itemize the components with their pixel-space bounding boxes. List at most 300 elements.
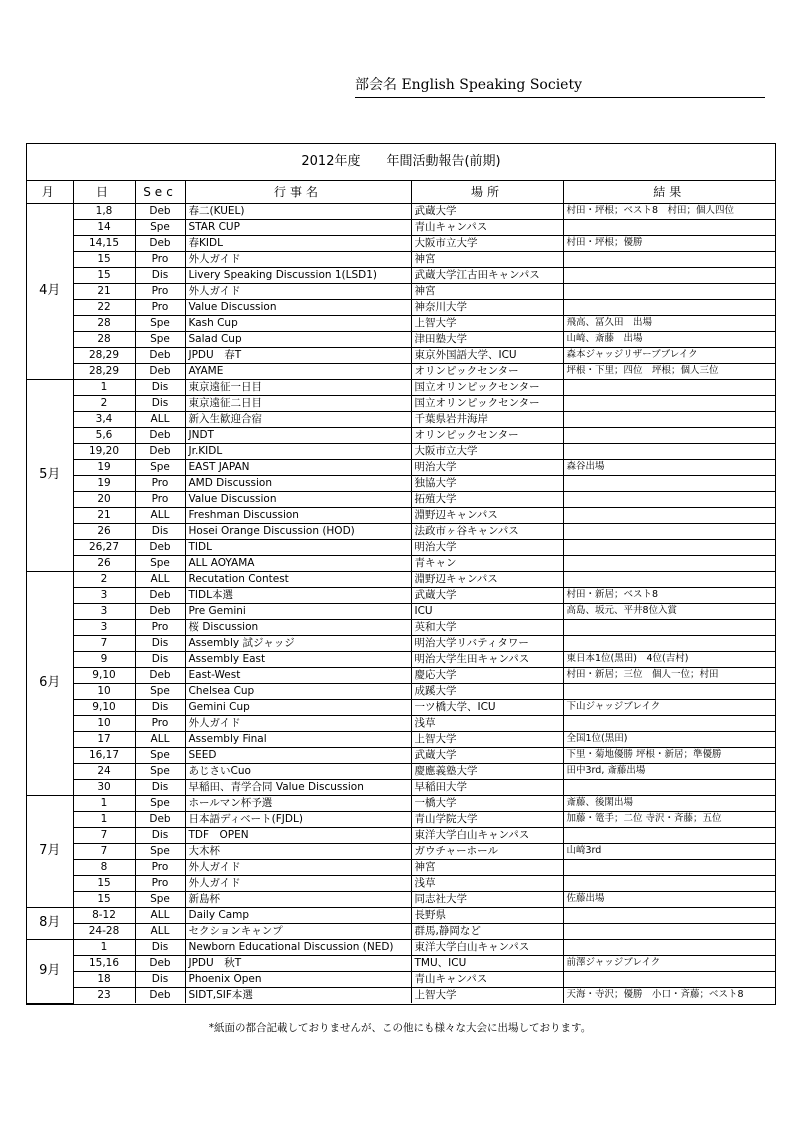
date-cell: 15 xyxy=(73,891,135,907)
event-cell: 春KIDL xyxy=(185,235,411,251)
event-cell: Gemini Cup xyxy=(185,699,411,715)
date-cell: 3 xyxy=(73,587,135,603)
event-cell: Assembly 試ジャッジ xyxy=(185,635,411,651)
date-cell: 24-28 xyxy=(73,923,135,939)
table-row xyxy=(27,523,775,539)
event-cell: 日本語ディベート(FJDL) xyxy=(185,811,411,827)
date-cell: 26,27 xyxy=(73,539,135,555)
event-cell: 大木杯 xyxy=(185,843,411,859)
result-cell xyxy=(563,635,775,651)
event-cell: Newborn Educational Discussion (NED) xyxy=(185,939,411,955)
sec-cell: Dis xyxy=(135,523,185,539)
result-cell xyxy=(563,507,775,523)
date-cell: 10 xyxy=(73,683,135,699)
date-cell: 10 xyxy=(73,715,135,731)
result-cell: 村田・新居；ベスト8 xyxy=(563,587,775,603)
place-cell: 上智大学 xyxy=(411,315,563,331)
result-cell xyxy=(563,427,775,443)
result-cell xyxy=(563,779,775,795)
result-cell: 村田・新居；三位 個人一位；村田 xyxy=(563,667,775,683)
event-cell: Assembly East xyxy=(185,651,411,667)
result-cell xyxy=(563,379,775,395)
date-cell: 7 xyxy=(73,827,135,843)
event-cell: Value Discussion xyxy=(185,299,411,315)
place-cell: 国立オリンピックセンター xyxy=(411,379,563,395)
date-cell: 19 xyxy=(73,475,135,491)
result-cell xyxy=(563,923,775,939)
result-cell xyxy=(563,395,775,411)
place-cell: 明治大学リバティタワー xyxy=(411,635,563,651)
table-row xyxy=(27,267,775,283)
result-cell xyxy=(563,299,775,315)
event-cell: JPDU 春T xyxy=(185,347,411,363)
date-cell: 28,29 xyxy=(73,347,135,363)
date-cell: 9 xyxy=(73,651,135,667)
date-cell: 2 xyxy=(73,571,135,587)
event-cell: 春二(KUEL) xyxy=(185,203,411,219)
place-cell: 一橋大学 xyxy=(411,795,563,811)
place-cell: 淵野辺キャンパス xyxy=(411,507,563,523)
result-cell xyxy=(563,827,775,843)
place-cell: 淵野辺キャンパス xyxy=(411,571,563,587)
sec-cell: Spe xyxy=(135,331,185,347)
place-cell: 群馬,静岡など xyxy=(411,923,563,939)
table-row xyxy=(27,251,775,267)
month-group xyxy=(27,907,775,939)
result-cell: 山崎、斎藤 出場 xyxy=(563,331,775,347)
sec-cell: Pro xyxy=(135,299,185,315)
result-cell: 田中3rd, 斎藤出場 xyxy=(563,763,775,779)
event-cell: Salad Cup xyxy=(185,331,411,347)
place-cell: 津田塾大学 xyxy=(411,331,563,347)
table-row xyxy=(27,411,775,427)
result-cell xyxy=(563,219,775,235)
result-cell xyxy=(563,683,775,699)
place-cell: 千葉県岩井海岸 xyxy=(411,411,563,427)
event-cell: Daily Camp xyxy=(185,907,411,923)
place-cell: 明治大学 xyxy=(411,459,563,475)
date-cell: 14,15 xyxy=(73,235,135,251)
date-cell: 30 xyxy=(73,779,135,795)
table-row xyxy=(27,811,775,827)
date-cell: 3 xyxy=(73,603,135,619)
date-cell: 20 xyxy=(73,491,135,507)
date-cell: 28 xyxy=(73,315,135,331)
sec-cell: Spe xyxy=(135,683,185,699)
place-cell: 英和大学 xyxy=(411,619,563,635)
month-label: 9月 xyxy=(27,939,73,1003)
result-cell: 坪根・下里；四位 坪根；個人三位 xyxy=(563,363,775,379)
sec-cell: Spe xyxy=(135,219,185,235)
date-cell: 1 xyxy=(73,379,135,395)
result-cell xyxy=(563,267,775,283)
sec-cell: Pro xyxy=(135,491,185,507)
date-cell: 3,4 xyxy=(73,411,135,427)
table-row xyxy=(27,939,775,955)
place-cell: 武蔵大学江古田キャンパス xyxy=(411,267,563,283)
event-cell: 外人ガイド xyxy=(185,875,411,891)
table-row xyxy=(27,875,775,891)
table-row xyxy=(27,395,775,411)
event-cell: Hosei Orange Discussion (HOD) xyxy=(185,523,411,539)
date-cell: 9,10 xyxy=(73,667,135,683)
event-cell: Livery Speaking Discussion 1(LSD1) xyxy=(185,267,411,283)
sec-cell: ALL xyxy=(135,907,185,923)
table-row xyxy=(27,651,775,667)
place-cell: 神奈川大学 xyxy=(411,299,563,315)
sec-cell: Spe xyxy=(135,555,185,571)
result-cell: 飛高、冨久田 出場 xyxy=(563,315,775,331)
sec-cell: Spe xyxy=(135,891,185,907)
place-cell: 大阪市立大学 xyxy=(411,235,563,251)
place-cell: TMU、ICU xyxy=(411,955,563,971)
event-cell: Freshman Discussion xyxy=(185,507,411,523)
event-cell: Kash Cup xyxy=(185,315,411,331)
sec-cell: Dis xyxy=(135,267,185,283)
table-row xyxy=(27,379,775,395)
table-row xyxy=(27,619,775,635)
event-cell: EAST JAPAN xyxy=(185,459,411,475)
event-cell: 外人ガイド xyxy=(185,859,411,875)
sec-cell: Pro xyxy=(135,859,185,875)
sec-cell: Dis xyxy=(135,939,185,955)
place-cell: 法政市ヶ谷キャンパス xyxy=(411,523,563,539)
result-cell xyxy=(563,571,775,587)
result-cell: 森本ジャッジリザーブブレイク xyxy=(563,347,775,363)
sec-cell: Deb xyxy=(135,667,185,683)
event-cell: AYAME xyxy=(185,363,411,379)
sec-cell: Dis xyxy=(135,379,185,395)
event-cell: 外人ガイド xyxy=(185,715,411,731)
table-row xyxy=(27,235,775,251)
event-cell: ALL AOYAMA xyxy=(185,555,411,571)
date-cell: 2 xyxy=(73,395,135,411)
place-cell: 武蔵大学 xyxy=(411,203,563,219)
date-cell: 7 xyxy=(73,843,135,859)
date-cell: 21 xyxy=(73,507,135,523)
table-row xyxy=(27,827,775,843)
table-row xyxy=(27,363,775,379)
result-cell xyxy=(563,251,775,267)
event-cell: セクションキャンプ xyxy=(185,923,411,939)
month-label: 6月 xyxy=(27,571,73,795)
event-cell: Phoenix Open xyxy=(185,971,411,987)
date-cell: 23 xyxy=(73,987,135,1003)
sec-cell: Dis xyxy=(135,779,185,795)
place-cell: 武蔵大学 xyxy=(411,747,563,763)
sec-cell: Deb xyxy=(135,443,185,459)
result-cell: 斎藤、後閑出場 xyxy=(563,795,775,811)
table-row xyxy=(27,891,775,907)
event-cell: SIDT,SIF本選 xyxy=(185,987,411,1003)
table-row xyxy=(27,955,775,971)
result-cell: 下里・菊地優勝 坪根・新居；準優勝 xyxy=(563,747,775,763)
result-cell xyxy=(563,859,775,875)
place-cell: ガウチャーホール xyxy=(411,843,563,859)
table-row xyxy=(27,299,775,315)
place-cell: 長野県 xyxy=(411,907,563,923)
table-row xyxy=(27,667,775,683)
table-row xyxy=(27,715,775,731)
sec-cell: Deb xyxy=(135,363,185,379)
month-group xyxy=(27,379,775,571)
table-row xyxy=(27,763,775,779)
result-cell: 高島、坂元、平井8位入賞 xyxy=(563,603,775,619)
result-cell: 村田・坪根；優勝 xyxy=(563,235,775,251)
place-cell: 青山キャンパス xyxy=(411,219,563,235)
result-cell: 山崎3rd xyxy=(563,843,775,859)
place-cell: 浅草 xyxy=(411,875,563,891)
place-cell: 一ツ橋大学、ICU xyxy=(411,699,563,715)
column-header-event: 行事名 xyxy=(185,181,411,203)
date-cell: 8 xyxy=(73,859,135,875)
column-header-place: 場所 xyxy=(411,181,563,203)
month-label: 5月 xyxy=(27,379,73,571)
event-cell: Jr.KIDL xyxy=(185,443,411,459)
event-cell: JNDT xyxy=(185,427,411,443)
table-row xyxy=(27,587,775,603)
result-cell xyxy=(563,475,775,491)
month-label: 7月 xyxy=(27,795,73,907)
table-header-row xyxy=(27,181,775,203)
place-cell: 明治大学 xyxy=(411,539,563,555)
date-cell: 28 xyxy=(73,331,135,347)
place-cell: 青山キャンパス xyxy=(411,971,563,987)
table-row xyxy=(27,347,775,363)
event-cell: SEED xyxy=(185,747,411,763)
place-cell: 明治大学生田キャンパス xyxy=(411,651,563,667)
activity-report xyxy=(26,143,776,1005)
place-cell: 浅草 xyxy=(411,715,563,731)
result-cell: 村田・坪根；ベスト8 村田；個人四位 xyxy=(563,203,775,219)
place-cell: オリンピックセンター xyxy=(411,427,563,443)
month-group xyxy=(27,203,775,379)
date-cell: 19,20 xyxy=(73,443,135,459)
date-cell: 9,10 xyxy=(73,699,135,715)
event-cell: ホールマン杯予選 xyxy=(185,795,411,811)
date-cell: 18 xyxy=(73,971,135,987)
table-row xyxy=(27,507,775,523)
sec-cell: Dis xyxy=(135,699,185,715)
sec-cell: Dis xyxy=(135,651,185,667)
event-cell: JPDU 秋T xyxy=(185,955,411,971)
place-cell: 同志社大学 xyxy=(411,891,563,907)
event-cell: Value Discussion xyxy=(185,491,411,507)
event-cell: 外人ガイド xyxy=(185,283,411,299)
date-cell: 28,29 xyxy=(73,363,135,379)
table-row xyxy=(27,491,775,507)
result-cell xyxy=(563,875,775,891)
table-row xyxy=(27,603,775,619)
result-cell: 天海・寺沢；優勝 小口・斉藤；ベスト8 xyxy=(563,987,775,1003)
sec-cell: Pro xyxy=(135,875,185,891)
place-cell: 武蔵大学 xyxy=(411,587,563,603)
date-cell: 26 xyxy=(73,555,135,571)
event-cell: AMD Discussion xyxy=(185,475,411,491)
sec-cell: ALL xyxy=(135,571,185,587)
column-header-month: 月 xyxy=(27,181,73,203)
event-cell: 早稲田、青学合同 Value Discussion xyxy=(185,779,411,795)
table-row xyxy=(27,747,775,763)
date-cell: 1 xyxy=(73,939,135,955)
table-row xyxy=(27,443,775,459)
sec-cell: Dis xyxy=(135,635,185,651)
table-row xyxy=(27,539,775,555)
table-row xyxy=(27,459,775,475)
table-row xyxy=(27,699,775,715)
sec-cell: Spe xyxy=(135,763,185,779)
event-cell: 東京遠征一日目 xyxy=(185,379,411,395)
place-cell: 神宮 xyxy=(411,251,563,267)
date-cell: 16,17 xyxy=(73,747,135,763)
place-cell: 青キャン xyxy=(411,555,563,571)
table-row xyxy=(27,683,775,699)
result-cell: 佐藤出場 xyxy=(563,891,775,907)
place-cell: 早稲田大学 xyxy=(411,779,563,795)
event-cell: 新島杯 xyxy=(185,891,411,907)
sec-cell: ALL xyxy=(135,731,185,747)
table-row xyxy=(27,555,775,571)
sec-cell: Deb xyxy=(135,811,185,827)
event-cell: East-West xyxy=(185,667,411,683)
result-cell: 全国1位(黒田) xyxy=(563,731,775,747)
sec-cell: Deb xyxy=(135,235,185,251)
sec-cell: Pro xyxy=(135,283,185,299)
event-cell: 外人ガイド xyxy=(185,251,411,267)
result-cell xyxy=(563,443,775,459)
month-group xyxy=(27,571,775,795)
date-cell: 17 xyxy=(73,731,135,747)
place-cell: 国立オリンピックセンター xyxy=(411,395,563,411)
event-cell: TIDL本選 xyxy=(185,587,411,603)
result-cell: 前澤ジャッジブレイク xyxy=(563,955,775,971)
table-row xyxy=(27,315,775,331)
date-cell: 7 xyxy=(73,635,135,651)
date-cell: 3 xyxy=(73,619,135,635)
event-cell: あじさいCuo xyxy=(185,763,411,779)
sec-cell: Dis xyxy=(135,971,185,987)
sec-cell: Spe xyxy=(135,315,185,331)
table-row xyxy=(27,859,775,875)
event-cell: 新入生歓迎合宿 xyxy=(185,411,411,427)
date-cell: 1 xyxy=(73,795,135,811)
table-row xyxy=(27,843,775,859)
sec-cell: Pro xyxy=(135,619,185,635)
date-cell: 15 xyxy=(73,875,135,891)
place-cell: 独協大学 xyxy=(411,475,563,491)
sec-cell: Spe xyxy=(135,843,185,859)
sec-cell: Deb xyxy=(135,587,185,603)
result-cell xyxy=(563,539,775,555)
date-cell: 15,16 xyxy=(73,955,135,971)
event-cell: STAR CUP xyxy=(185,219,411,235)
result-cell xyxy=(563,555,775,571)
table-row xyxy=(27,219,775,235)
sec-cell: Spe xyxy=(135,459,185,475)
sec-cell: Dis xyxy=(135,827,185,843)
table-row xyxy=(27,795,775,811)
place-cell: 東洋大学白山キャンパス xyxy=(411,827,563,843)
sec-cell: Deb xyxy=(135,539,185,555)
event-cell: 東京遠征二日目 xyxy=(185,395,411,411)
column-header-result: 結果 xyxy=(563,181,775,203)
table-row xyxy=(27,283,775,299)
date-cell: 26 xyxy=(73,523,135,539)
sec-cell: Dis xyxy=(135,395,185,411)
table-row xyxy=(27,571,775,587)
place-cell: 慶應義塾大学 xyxy=(411,763,563,779)
place-cell: 上智大学 xyxy=(411,731,563,747)
table-row xyxy=(27,331,775,347)
result-cell xyxy=(563,619,775,635)
column-header-date: 日 xyxy=(73,181,135,203)
sec-cell: ALL xyxy=(135,507,185,523)
place-cell: 上智大学 xyxy=(411,987,563,1003)
place-cell: 東京外国語大学、ICU xyxy=(411,347,563,363)
place-cell: ICU xyxy=(411,603,563,619)
result-cell xyxy=(563,907,775,923)
sec-cell: Deb xyxy=(135,427,185,443)
event-cell: TDF OPEN xyxy=(185,827,411,843)
table-row xyxy=(27,203,775,219)
date-cell: 15 xyxy=(73,267,135,283)
event-cell: Pre Gemini xyxy=(185,603,411,619)
sec-cell: ALL xyxy=(135,923,185,939)
sec-cell: Deb xyxy=(135,955,185,971)
result-cell: 森谷出場 xyxy=(563,459,775,475)
club-name: 部会名 English Speaking Society xyxy=(355,74,765,98)
table-row xyxy=(27,427,775,443)
sec-cell: Pro xyxy=(135,251,185,267)
date-cell: 8-12 xyxy=(73,907,135,923)
place-cell: 東洋大学白山キャンパス xyxy=(411,939,563,955)
result-cell xyxy=(563,523,775,539)
date-cell: 5,6 xyxy=(73,427,135,443)
date-cell: 21 xyxy=(73,283,135,299)
place-cell: オリンピックセンター xyxy=(411,363,563,379)
date-cell: 1,8 xyxy=(73,203,135,219)
sec-cell: Deb xyxy=(135,347,185,363)
result-cell: 加藤・篭手；二位 寺沢・斉藤；五位 xyxy=(563,811,775,827)
result-cell xyxy=(563,283,775,299)
place-cell: 拓殖大学 xyxy=(411,491,563,507)
place-cell: 神宮 xyxy=(411,283,563,299)
month-label: 8月 xyxy=(27,907,73,939)
event-cell: Assembly Final xyxy=(185,731,411,747)
sec-cell: Deb xyxy=(135,203,185,219)
table-row xyxy=(27,779,775,795)
month-label: 4月 xyxy=(27,203,73,379)
table-row xyxy=(27,971,775,987)
date-cell: 19 xyxy=(73,459,135,475)
table-row xyxy=(27,635,775,651)
date-cell: 1 xyxy=(73,811,135,827)
event-cell: TIDL xyxy=(185,539,411,555)
date-cell: 22 xyxy=(73,299,135,315)
table-row xyxy=(27,475,775,491)
table-row xyxy=(27,731,775,747)
sec-cell: ALL xyxy=(135,411,185,427)
sec-cell: Spe xyxy=(135,747,185,763)
date-cell: 15 xyxy=(73,251,135,267)
result-cell xyxy=(563,715,775,731)
sec-cell: Deb xyxy=(135,987,185,1003)
month-group xyxy=(27,939,775,1003)
place-cell: 成蹊大学 xyxy=(411,683,563,699)
date-cell: 14 xyxy=(73,219,135,235)
sec-cell: Pro xyxy=(135,475,185,491)
sec-cell: Spe xyxy=(135,795,185,811)
